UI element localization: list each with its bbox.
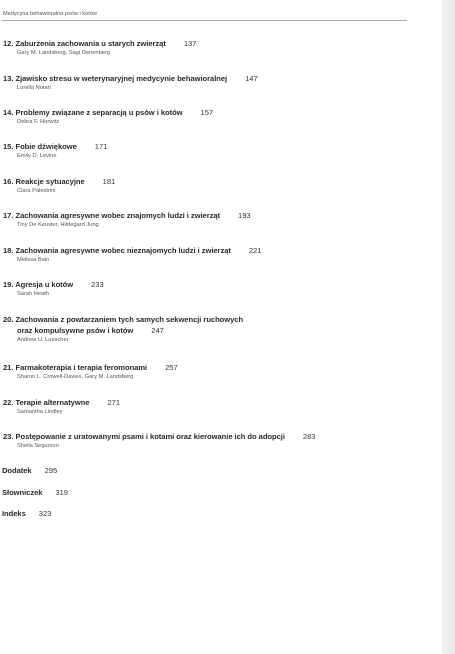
- chapter-title: Agresja u kotów: [15, 280, 74, 289]
- back-matter-title: Indeks: [2, 509, 26, 518]
- page-number: 257: [165, 363, 178, 372]
- toc-entry: [3, 362, 178, 381]
- back-matter-entry: [2, 465, 57, 476]
- chapter-title: Terapie alternatywne: [15, 398, 90, 407]
- chapter-title: Zachowania z powtarzaniem tych samych sekwencji ruchowych: [15, 315, 244, 324]
- chapter-authors: Clara Palestrini: [17, 188, 56, 194]
- back-matter-title: Dodatek: [2, 466, 32, 475]
- page-edge-shade: [442, 0, 455, 654]
- chapter-number: 21.: [3, 363, 14, 372]
- chapter-number: 23.: [3, 432, 14, 441]
- chapter-number: 17.: [3, 211, 14, 220]
- back-matter-title: Słowniczek: [2, 488, 43, 497]
- chapter-title: Reakcje sytuacyjne: [15, 177, 85, 186]
- chapter-number: 19.: [3, 280, 14, 289]
- chapter-number: 14.: [3, 108, 14, 117]
- toc-entry: [3, 107, 213, 126]
- toc-entry: [3, 245, 261, 264]
- page-number: 271: [107, 398, 120, 407]
- toc-entry: [3, 314, 243, 344]
- chapter-number: 15.: [3, 142, 14, 151]
- chapter-authors: Gary M. Landsberg, Sagi Denenberg: [17, 50, 110, 56]
- chapter-authors: Melissa Bain: [17, 257, 50, 263]
- page-number: 181: [102, 177, 116, 186]
- chapter-title: Zachowania agresywne wobec nieznajomych ludzi i zwierząt: [15, 246, 231, 255]
- header-rule: [2, 20, 407, 21]
- back-matter-entry: [2, 487, 68, 498]
- chapter-title: Zachowania agresywne wobec znajomych ludzi i zwierząt: [15, 211, 221, 220]
- chapter-title: Postępowanie z uratowanymi psami i kotami oraz kierowanie ich do adopcji: [15, 432, 285, 441]
- chapter-title: Zaburzenia zachowania u starych zwierząt: [15, 39, 166, 48]
- page-number: 221: [248, 246, 262, 255]
- chapter-authors: Samantha Lindley: [17, 409, 63, 415]
- page-number: 295: [44, 466, 58, 475]
- page-number: 247: [151, 326, 164, 335]
- chapter-number: 18.: [3, 246, 14, 255]
- chapter-title: Fobie dźwiękowe: [15, 142, 77, 151]
- chapter-authors: Emily D. Levine: [17, 153, 57, 159]
- toc-entry: [3, 397, 120, 416]
- toc-entry: [3, 38, 196, 57]
- chapter-number: 12.: [3, 39, 14, 48]
- page-number: 157: [200, 108, 214, 117]
- chapter-number: 22.: [3, 398, 14, 407]
- toc-entry: [3, 210, 251, 229]
- page-number: 323: [38, 509, 52, 518]
- chapter-number: 20.: [3, 315, 14, 324]
- chapter-title: Farmakoterapia i terapia feromonami: [15, 363, 148, 372]
- chapter-authors: Debra F. Horwitz: [17, 119, 60, 125]
- toc-entry: [3, 431, 315, 450]
- chapter-title: Problemy związane z separacją u psów i kotów: [15, 108, 183, 117]
- chapter-number: 16.: [3, 177, 14, 186]
- chapter-authors: Sharon L. Crowell-Davies, Gary M. Landsberg: [17, 374, 134, 380]
- page-number: 193: [238, 211, 251, 220]
- back-matter-entry: [2, 508, 51, 519]
- page-number: 147: [245, 74, 258, 83]
- chapter-authors: Sarah Heath: [17, 291, 49, 297]
- page-number: 233: [91, 280, 104, 289]
- chapter-authors: Sheila Segurson: [17, 443, 59, 449]
- page-number: 319: [55, 488, 68, 497]
- chapter-title: Zjawisko stresu w weterynaryjnej medycynie behawioralnej: [15, 74, 228, 83]
- chapter-number: 13.: [3, 74, 14, 83]
- page-number: 171: [94, 142, 108, 151]
- chapter-authors: Tiny De Keuster, Hildegard Jung: [17, 222, 99, 228]
- toc-entry: [3, 73, 258, 92]
- running-head: Medycyna behawioralna psów i kotów: [3, 11, 97, 17]
- page-number: 137: [183, 39, 197, 48]
- chapter-authors: Lorella Notari: [17, 85, 51, 91]
- toc-entry: [3, 176, 115, 195]
- chapter-authors: Andrew U. Luescher: [17, 337, 69, 343]
- chapter-title-continued: oraz kompulsywne psów i kotów: [17, 326, 134, 335]
- page-number: 283: [302, 432, 316, 441]
- toc-entry: [3, 141, 107, 160]
- toc-entry: [3, 279, 104, 298]
